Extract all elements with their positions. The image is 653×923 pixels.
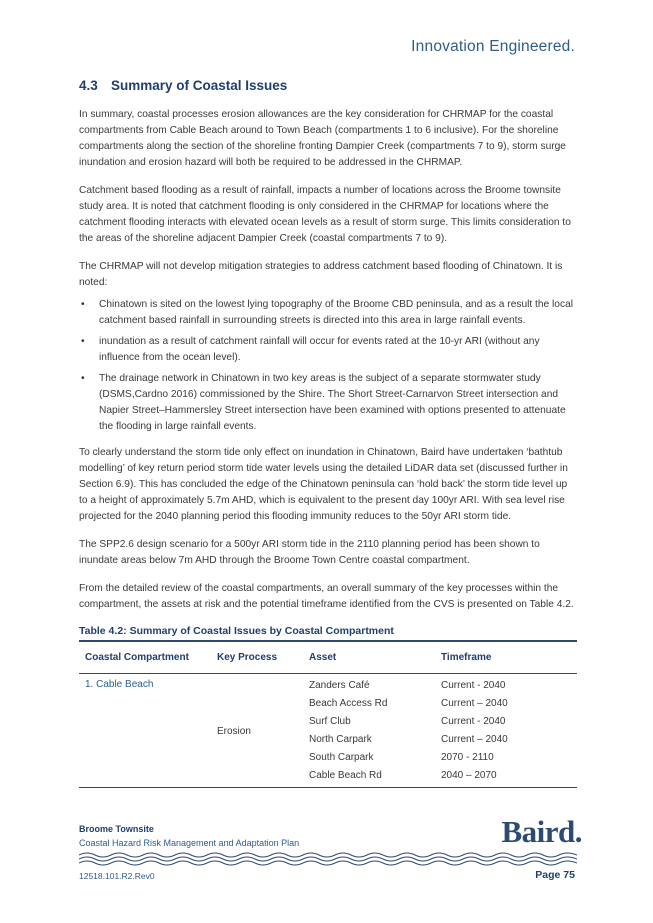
asset-cell: Surf Club xyxy=(309,715,351,727)
footer-title: Broome Townsite xyxy=(79,824,154,834)
page-number: Page 75 xyxy=(535,869,575,881)
timeframe-cell: Current – 2040 xyxy=(441,733,508,745)
wave-divider-icon xyxy=(79,850,577,868)
column-header: Coastal Compartment xyxy=(79,641,211,674)
paragraph: From the detailed review of the coastal compartments, an overall summary of the key processes within the compartment, the assets at risk and the potential timeframe identified from the CVS is presented on Table 4.2. xyxy=(79,583,574,610)
baird-logo: Baird. xyxy=(501,814,582,849)
paragraph: Catchment based flooding as a result of rainfall, impacts a number of locations across the Broome townsite study area. It is noted that catchment flooding is only considered in the CHRMAP for locations where the catchment flooding interacts with elevated ocean levels as a result of storm surge. This limits consideration to the areas of the shoreline adjacent Dampier Creek (coastal compartments 7 to 9). xyxy=(79,185,571,244)
section-heading xyxy=(79,78,577,93)
key-process-cell: Erosion xyxy=(217,726,251,737)
bullet-item: • Chinatown is sited on the lowest lying topography of the Broome CBD peninsula, and as a result the local catchment based rainfall in surrounding streets is directed into this area in large rainfall events. xyxy=(79,297,577,329)
page-content xyxy=(79,78,577,788)
table-header-row xyxy=(79,641,577,674)
paragraph: In summary, coastal processes erosion allowances are the key consideration for CHRMAP for the coastal compartments from Cable Beach around to Town Beach (compartments 1 to 6 inclusive). For the shoreline compartments along the section of the shoreline fronting Dampier Creek (compartments 7 to 9), storm surge inundation and erosion hazard will both be required to be addressed in the CHRMAP. xyxy=(79,109,566,168)
asset-cell: North Carpark xyxy=(309,733,372,745)
asset-cell: South Carpark xyxy=(309,751,374,763)
column-header: Asset xyxy=(303,641,435,674)
timeframe-cell: Current – 2040 xyxy=(441,697,508,709)
paragraph: To clearly understand the storm tide only effect on inundation in Chinatown, Baird have undertaken ‘bathtub modelling’ of key return period storm tide water levels using the detailed LiDAR data set (discussed further in Section 6.9). This has concluded the edge of the Chinatown peninsula can ‘hold back’ the storm tide level up to a height of approximately 5.7m AHD, which is equivalent to the present day 100yr ARI. With sea level rise projected for the 2040 planning period this flooding immunity reduces to the 50yr ARI storm tide. xyxy=(79,447,568,522)
column-header: Timeframe xyxy=(435,641,577,674)
bullet-item: • The drainage network in Chinatown in two key areas is the subject of a separate stormwater study (DSMS,Cardno 2016) commissioned by the Shire. The Short Street-Carnarvon Street intersection and Napier Street–Hammersley Street intersection have been examined with options presented to attenuate the flooding in large rainfall events. xyxy=(79,371,577,435)
column-header: Key Process xyxy=(211,641,303,674)
asset-cell: Zanders Café xyxy=(309,679,370,691)
compartment-cell: 1. Cable Beach xyxy=(85,679,154,690)
document-reference: 12518.101.R2.Rev0 xyxy=(79,871,155,881)
asset-cell: Cable Beach Rd xyxy=(309,769,382,781)
footer-subtitle: Coastal Hazard Risk Management and Adaptation Plan xyxy=(79,838,300,848)
timeframe-cell: 2070 - 2110 xyxy=(441,751,494,763)
timeframe-cell: Current - 2040 xyxy=(441,679,506,691)
bullet-item: • inundation as a result of catchment rainfall will occur for events rated at the 10-yr ARI (without any influence from the ocean level). xyxy=(79,334,577,366)
timeframe-cell: Current - 2040 xyxy=(441,715,506,727)
asset-cell: Beach Access Rd xyxy=(309,697,388,709)
table-caption: Table 4.2: Summary of Coastal Issues by Coastal Compartment xyxy=(79,625,394,637)
section-title: Summary of Coastal Issues xyxy=(111,78,288,93)
paragraph: The CHRMAP will not develop mitigation strategies to address catchment based flooding of Chinatown. It is noted: xyxy=(79,261,563,288)
header-tagline: Innovation Engineered. xyxy=(411,38,575,55)
coastal-issues-table xyxy=(79,640,577,788)
timeframe-cell: 2040 – 2070 xyxy=(441,769,497,781)
section-number: 4.3 xyxy=(79,78,98,93)
paragraph: The SPP2.6 design scenario for a 500yr ARI storm tide in the 2110 planning period has been shown to inundate areas below 7m AHD through the Broome Town Centre coastal compartment. xyxy=(79,539,540,566)
table-row xyxy=(79,674,577,695)
bullet-list xyxy=(79,297,577,435)
